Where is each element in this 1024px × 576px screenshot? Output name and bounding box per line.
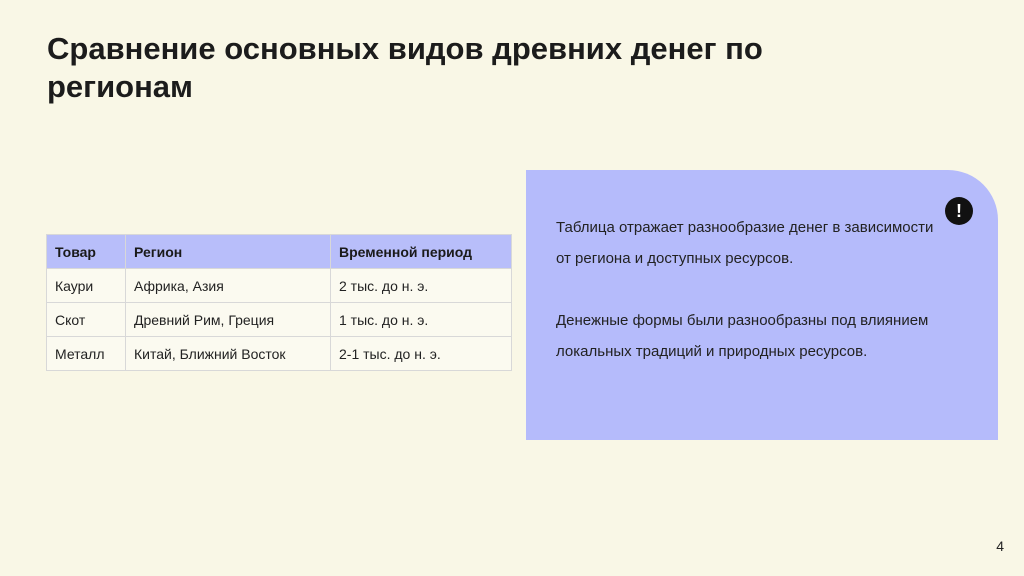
- table-row: [47, 337, 512, 371]
- column-header-region: Регион: [126, 235, 331, 269]
- table-cell: Скот: [47, 303, 126, 337]
- comparison-table: [46, 234, 512, 371]
- page-number: 4: [996, 538, 1004, 554]
- table-header-row: [47, 235, 512, 269]
- table-cell: 2-1 тыс. до н. э.: [331, 337, 512, 371]
- callout-paragraph: Таблица отражает разнообразие денег в зависимости от региона и доступных ресурсов.: [556, 219, 934, 267]
- table-cell: Африка, Азия: [126, 269, 331, 303]
- table-cell: 2 тыс. до н. э.: [331, 269, 512, 303]
- table-cell: Китай, Ближний Восток: [126, 337, 331, 371]
- table-cell: Древний Рим, Греция: [126, 303, 331, 337]
- table-cell: Каури: [47, 269, 126, 303]
- exclamation-icon: !: [945, 197, 973, 225]
- info-callout: [526, 170, 998, 440]
- column-header-period: Временной период: [331, 235, 512, 269]
- table-cell: Металл: [47, 337, 126, 371]
- slide-title: Сравнение основных видов древних денег по регионам: [47, 31, 763, 104]
- table-cell: 1 тыс. до н. э.: [331, 303, 512, 337]
- column-header-goods: Товар: [47, 235, 126, 269]
- table-row: [47, 303, 512, 337]
- table-row: [47, 269, 512, 303]
- callout-paragraph: Денежные формы были разнообразны под влиянием локальных традиций и природных ресурсов.: [556, 312, 929, 360]
